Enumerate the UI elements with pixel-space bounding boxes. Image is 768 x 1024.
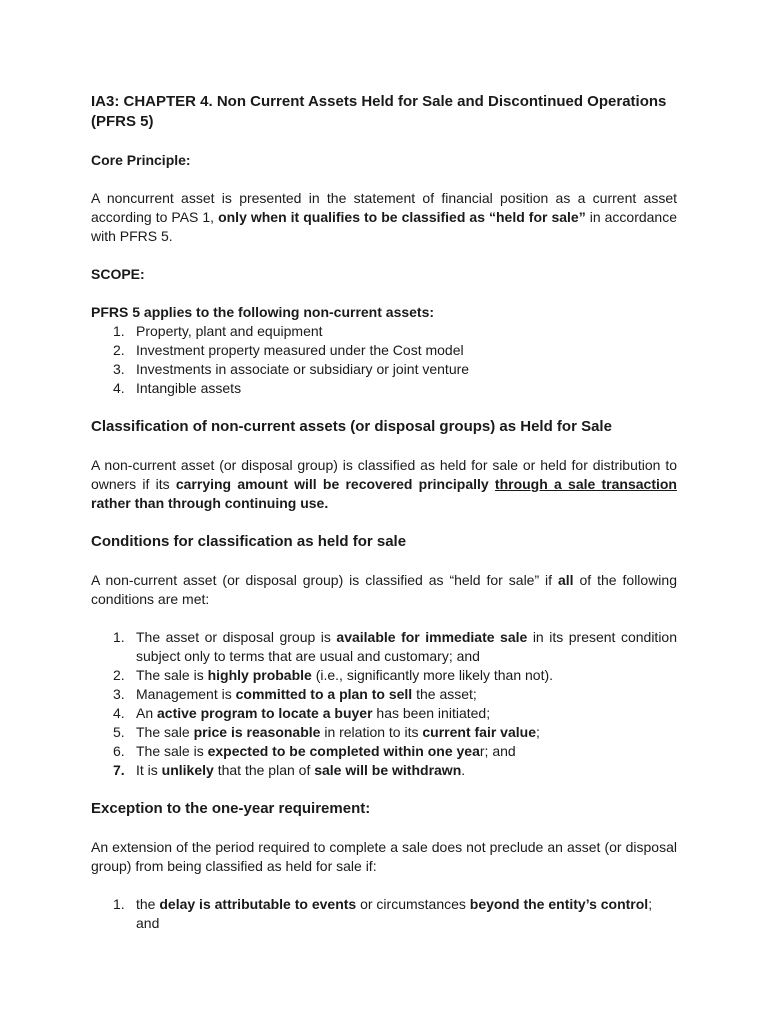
document-body <box>91 92 677 933</box>
list-item: 1. the delay is attributable to events or circumstances beyond the entity’s control; and <box>113 896 653 931</box>
list-item: 4. An active program to locate a buyer has been initiated; <box>113 705 491 721</box>
list-item: 1. Property, plant and equipment <box>113 323 323 339</box>
list-item: 3. Investments in associate or subsidiary or joint venture <box>113 361 470 377</box>
classification-paragraph: A non-current asset (or disposal group) is classified as held for sale or held for distribution to owners if its carrying amount will be recovered principally through a sale transaction rather than through continuing use. <box>91 457 677 511</box>
conditions-heading: Conditions for classification as held for sale <box>91 533 407 550</box>
list-item: 4. Intangible assets <box>113 380 242 396</box>
exception-heading: Exception to the one-year requirement: <box>91 800 371 817</box>
list-item: 1. The asset or disposal group is available for immediate sale in its present condition subject only to terms that are usual and customary; and <box>113 629 677 664</box>
list-item: 2. Investment property measured under the Cost model <box>113 342 464 358</box>
list-item: 7. It is unlikely that the plan of sale will be withdrawn. <box>113 762 466 778</box>
list-item: 2. The sale is highly probable (i.e., significantly more likely than not). <box>113 667 554 683</box>
list-item: 6. The sale is expected to be completed within one year; and <box>113 743 516 759</box>
classification-heading: Classification of non-current assets (or disposal groups) as Held for Sale <box>91 418 612 435</box>
list-item: 3. Management is committed to a plan to sell the asset; <box>113 686 477 702</box>
exception-list <box>91 895 677 933</box>
scope-list <box>91 322 677 398</box>
list-item: 5. The sale price is reasonable in relation to its current fair value; <box>113 724 540 740</box>
core-principle-heading: Core Principle: <box>91 152 191 168</box>
document-title: IA3: CHAPTER 4. Non Current Assets Held for Sale and Discontinued Operations (PFRS 5) <box>91 93 667 130</box>
conditions-list <box>91 628 677 780</box>
conditions-intro: A non-current asset (or disposal group) is classified as “held for sale” if all of the following conditions are met: <box>91 572 677 607</box>
scope-heading: SCOPE: <box>91 266 145 282</box>
scope-subheading: PFRS 5 applies to the following non-current assets: <box>91 304 435 320</box>
exception-intro: An extension of the period required to complete a sale does not preclude an asset (or disposal group) from being classified as held for sale if: <box>91 839 677 874</box>
core-principle-paragraph: A noncurrent asset is presented in the statement of financial position as a current asset according to PAS 1, only when it qualifies to be classified as “held for sale” in accordance with PFRS 5. <box>91 190 677 244</box>
